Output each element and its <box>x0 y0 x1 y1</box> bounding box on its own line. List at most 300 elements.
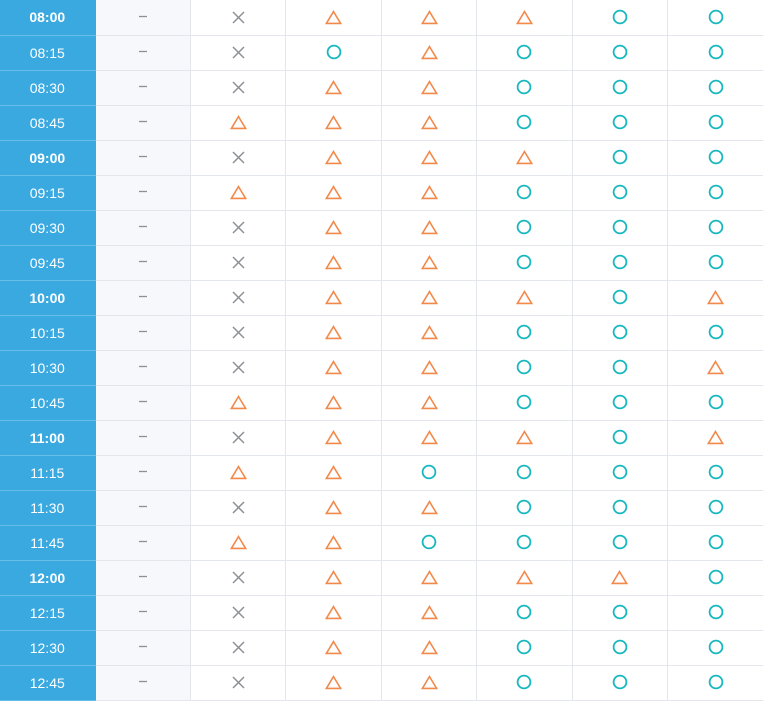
circle-icon <box>612 44 628 60</box>
triangle-icon <box>421 115 438 130</box>
triangle-icon <box>325 640 342 655</box>
table-row <box>0 280 763 315</box>
triangle-icon <box>421 150 438 165</box>
slot-cell <box>190 245 285 280</box>
triangle-icon <box>707 290 724 305</box>
slot-cell[interactable] <box>668 560 763 595</box>
slot-cell[interactable] <box>381 525 476 560</box>
dash-icon <box>138 502 148 512</box>
circle-icon <box>421 464 437 480</box>
table-row <box>0 490 763 525</box>
dash-icon <box>138 607 148 617</box>
slot-cell <box>95 140 190 175</box>
slot-cell[interactable] <box>381 175 476 210</box>
slot-cell[interactable] <box>190 455 285 490</box>
cross-icon <box>231 675 246 690</box>
dash-icon <box>138 292 148 302</box>
cross-icon <box>231 80 246 95</box>
circle-icon <box>612 639 628 655</box>
slot-cell[interactable] <box>668 245 763 280</box>
slot-cell[interactable] <box>286 595 381 630</box>
circle-icon <box>516 464 532 480</box>
circle-icon <box>708 499 724 515</box>
time-label: 10:00 <box>0 280 95 315</box>
slot-cell[interactable] <box>381 665 476 700</box>
cross-icon <box>231 430 246 445</box>
slot-cell[interactable] <box>286 525 381 560</box>
table-row <box>0 210 763 245</box>
slot-cell[interactable] <box>190 175 285 210</box>
time-label: 09:45 <box>0 245 95 280</box>
cross-icon <box>231 150 246 165</box>
slot-cell[interactable] <box>572 35 667 70</box>
slot-cell[interactable] <box>477 350 572 385</box>
slot-cell[interactable] <box>668 140 763 175</box>
slot-cell <box>95 560 190 595</box>
dash-icon <box>138 397 148 407</box>
slot-cell[interactable] <box>381 490 476 525</box>
triangle-icon <box>325 115 342 130</box>
triangle-icon <box>325 535 342 550</box>
time-label: 12:00 <box>0 560 95 595</box>
triangle-icon <box>707 430 724 445</box>
circle-icon <box>516 359 532 375</box>
triangle-icon <box>421 570 438 585</box>
slot-cell <box>95 630 190 665</box>
slot-cell[interactable] <box>286 35 381 70</box>
triangle-icon <box>421 45 438 60</box>
triangle-icon <box>516 570 533 585</box>
slot-cell <box>190 490 285 525</box>
circle-icon <box>516 79 532 95</box>
circle-icon <box>708 569 724 585</box>
slot-cell <box>95 525 190 560</box>
slot-cell <box>190 35 285 70</box>
slot-cell[interactable] <box>572 0 667 35</box>
triangle-icon <box>325 675 342 690</box>
slot-cell[interactable] <box>381 420 476 455</box>
circle-icon <box>708 44 724 60</box>
circle-icon <box>612 324 628 340</box>
time-label: 11:00 <box>0 420 95 455</box>
cross-icon <box>231 255 246 270</box>
slot-cell[interactable] <box>477 665 572 700</box>
triangle-icon <box>325 150 342 165</box>
cross-icon <box>231 500 246 515</box>
slot-cell[interactable] <box>668 630 763 665</box>
slot-cell[interactable] <box>286 175 381 210</box>
triangle-icon <box>325 605 342 620</box>
slot-cell <box>95 70 190 105</box>
triangle-icon <box>325 500 342 515</box>
slot-cell[interactable] <box>381 245 476 280</box>
time-label: 08:00 <box>0 0 95 35</box>
slot-cell[interactable] <box>572 175 667 210</box>
slot-cell[interactable] <box>190 105 285 140</box>
circle-icon <box>612 464 628 480</box>
circle-icon <box>612 149 628 165</box>
table-row <box>0 630 763 665</box>
circle-icon <box>612 219 628 235</box>
circle-icon <box>612 604 628 620</box>
triangle-icon <box>230 465 247 480</box>
slot-cell <box>95 210 190 245</box>
circle-icon <box>708 254 724 270</box>
dash-icon <box>138 677 148 687</box>
slot-cell[interactable] <box>381 630 476 665</box>
circle-icon <box>708 534 724 550</box>
triangle-icon <box>230 535 247 550</box>
slot-cell[interactable] <box>668 0 763 35</box>
dash-icon <box>138 467 148 477</box>
slot-cell[interactable] <box>668 175 763 210</box>
slot-cell[interactable] <box>477 175 572 210</box>
slot-cell <box>190 350 285 385</box>
dash-icon <box>138 327 148 337</box>
slot-cell[interactable] <box>477 420 572 455</box>
slot-cell[interactable] <box>286 70 381 105</box>
time-label: 08:45 <box>0 105 95 140</box>
slot-cell[interactable] <box>668 105 763 140</box>
slot-cell[interactable] <box>572 245 667 280</box>
triangle-icon <box>611 570 628 585</box>
slot-cell[interactable] <box>477 490 572 525</box>
slot-cell <box>95 490 190 525</box>
slot-cell[interactable] <box>477 315 572 350</box>
circle-icon <box>516 534 532 550</box>
slot-cell[interactable] <box>477 385 572 420</box>
circle-icon <box>612 184 628 200</box>
triangle-icon <box>421 430 438 445</box>
dash-icon <box>138 82 148 92</box>
dash-icon <box>138 12 148 22</box>
slot-cell[interactable] <box>668 455 763 490</box>
time-label: 10:30 <box>0 350 95 385</box>
slot-cell[interactable] <box>572 455 667 490</box>
circle-icon <box>612 114 628 130</box>
circle-icon <box>612 289 628 305</box>
triangle-icon <box>325 220 342 235</box>
circle-icon <box>708 394 724 410</box>
triangle-icon <box>230 185 247 200</box>
slot-cell[interactable] <box>381 0 476 35</box>
slot-cell[interactable] <box>477 0 572 35</box>
slot-cell <box>95 665 190 700</box>
slot-cell[interactable] <box>572 105 667 140</box>
circle-icon <box>708 464 724 480</box>
slot-cell <box>95 175 190 210</box>
slot-cell[interactable] <box>572 420 667 455</box>
circle-icon <box>708 9 724 25</box>
slot-cell[interactable] <box>668 490 763 525</box>
slot-cell[interactable] <box>572 630 667 665</box>
slot-cell[interactable] <box>668 210 763 245</box>
dash-icon <box>138 257 148 267</box>
slot-cell[interactable] <box>286 105 381 140</box>
table-row <box>0 0 763 35</box>
slot-cell <box>190 630 285 665</box>
table-row <box>0 420 763 455</box>
slot-cell[interactable] <box>477 35 572 70</box>
slot-cell[interactable] <box>477 70 572 105</box>
dash-icon <box>138 432 148 442</box>
triangle-icon <box>325 80 342 95</box>
table-row <box>0 140 763 175</box>
circle-icon <box>516 604 532 620</box>
slot-cell[interactable] <box>381 105 476 140</box>
circle-icon <box>708 219 724 235</box>
cross-icon <box>231 10 246 25</box>
slot-cell[interactable] <box>572 210 667 245</box>
triangle-icon <box>421 675 438 690</box>
slot-cell <box>95 105 190 140</box>
slot-cell[interactable] <box>477 595 572 630</box>
time-label: 08:30 <box>0 70 95 105</box>
slot-cell[interactable] <box>477 280 572 315</box>
slot-cell[interactable] <box>572 315 667 350</box>
triangle-icon <box>421 605 438 620</box>
slot-cell[interactable] <box>381 140 476 175</box>
slot-cell <box>190 280 285 315</box>
circle-icon <box>708 79 724 95</box>
slot-cell[interactable] <box>381 315 476 350</box>
slot-cell[interactable] <box>286 560 381 595</box>
triangle-icon <box>230 115 247 130</box>
circle-icon <box>612 9 628 25</box>
slot-cell[interactable] <box>477 210 572 245</box>
slot-cell[interactable] <box>477 525 572 560</box>
circle-icon <box>612 394 628 410</box>
time-label: 09:00 <box>0 140 95 175</box>
slot-cell[interactable] <box>477 105 572 140</box>
slot-cell[interactable] <box>286 210 381 245</box>
triangle-icon <box>421 80 438 95</box>
slot-cell[interactable] <box>286 630 381 665</box>
slot-cell[interactable] <box>668 595 763 630</box>
circle-icon <box>612 674 628 690</box>
slot-cell <box>190 70 285 105</box>
slot-cell[interactable] <box>668 350 763 385</box>
circle-icon <box>612 79 628 95</box>
circle-icon <box>708 604 724 620</box>
circle-icon <box>516 674 532 690</box>
triangle-icon <box>421 185 438 200</box>
dash-icon <box>138 152 148 162</box>
circle-icon <box>516 184 532 200</box>
dash-icon <box>138 572 148 582</box>
slot-cell <box>95 595 190 630</box>
slot-cell[interactable] <box>381 350 476 385</box>
slot-cell[interactable] <box>572 560 667 595</box>
circle-icon <box>708 674 724 690</box>
slot-cell <box>95 420 190 455</box>
circle-icon <box>516 44 532 60</box>
triangle-icon <box>325 325 342 340</box>
circle-icon <box>421 534 437 550</box>
slot-cell[interactable] <box>286 315 381 350</box>
table-row <box>0 105 763 140</box>
slot-cell[interactable] <box>477 630 572 665</box>
triangle-icon <box>516 290 533 305</box>
slot-cell <box>190 315 285 350</box>
slot-cell[interactable] <box>190 385 285 420</box>
slot-cell[interactable] <box>572 70 667 105</box>
slot-cell[interactable] <box>381 595 476 630</box>
slot-cell[interactable] <box>286 140 381 175</box>
slot-cell[interactable] <box>668 665 763 700</box>
slot-cell[interactable] <box>668 70 763 105</box>
slot-cell[interactable] <box>572 385 667 420</box>
cross-icon <box>231 570 246 585</box>
slot-cell[interactable] <box>668 385 763 420</box>
slot-cell[interactable] <box>572 665 667 700</box>
circle-icon <box>612 359 628 375</box>
triangle-icon <box>421 255 438 270</box>
slot-cell[interactable] <box>668 280 763 315</box>
triangle-icon <box>421 325 438 340</box>
time-label: 12:15 <box>0 595 95 630</box>
circle-icon <box>326 44 342 60</box>
circle-icon <box>612 429 628 445</box>
table-row <box>0 595 763 630</box>
circle-icon <box>708 184 724 200</box>
time-label: 12:30 <box>0 630 95 665</box>
slot-cell <box>95 455 190 490</box>
slot-cell[interactable] <box>572 595 667 630</box>
triangle-icon <box>325 255 342 270</box>
cross-icon <box>231 640 246 655</box>
slot-cell[interactable] <box>381 455 476 490</box>
slot-cell <box>95 0 190 35</box>
slot-cell <box>95 280 190 315</box>
slot-cell[interactable] <box>572 525 667 560</box>
slot-cell[interactable] <box>381 280 476 315</box>
triangle-icon <box>230 395 247 410</box>
slot-cell[interactable] <box>668 420 763 455</box>
triangle-icon <box>421 640 438 655</box>
slot-cell <box>190 0 285 35</box>
slot-cell[interactable] <box>381 70 476 105</box>
slot-cell[interactable] <box>572 490 667 525</box>
slot-cell[interactable] <box>286 665 381 700</box>
slot-cell[interactable] <box>286 245 381 280</box>
slot-cell[interactable] <box>572 280 667 315</box>
circle-icon <box>516 394 532 410</box>
circle-icon <box>516 324 532 340</box>
dash-icon <box>138 117 148 127</box>
table-row <box>0 175 763 210</box>
table-row <box>0 35 763 70</box>
slot-cell[interactable] <box>286 280 381 315</box>
time-label: 10:15 <box>0 315 95 350</box>
slot-cell[interactable] <box>286 385 381 420</box>
cross-icon <box>231 325 246 340</box>
triangle-icon <box>421 290 438 305</box>
slot-cell <box>190 140 285 175</box>
cross-icon <box>231 45 246 60</box>
slot-cell[interactable] <box>381 385 476 420</box>
slot-cell[interactable] <box>668 35 763 70</box>
circle-icon <box>708 639 724 655</box>
table-row <box>0 350 763 385</box>
slot-cell[interactable] <box>286 350 381 385</box>
slot-cell[interactable] <box>572 140 667 175</box>
triangle-icon <box>325 10 342 25</box>
dash-icon <box>138 47 148 57</box>
table-row <box>0 70 763 105</box>
dash-icon <box>138 222 148 232</box>
slot-cell[interactable] <box>286 420 381 455</box>
dash-icon <box>138 537 148 547</box>
time-label: 11:45 <box>0 525 95 560</box>
slot-cell[interactable] <box>477 245 572 280</box>
slot-cell[interactable] <box>572 350 667 385</box>
time-label: 11:15 <box>0 455 95 490</box>
slot-cell <box>190 595 285 630</box>
slot-cell[interactable] <box>477 455 572 490</box>
slot-cell[interactable] <box>381 210 476 245</box>
slot-cell[interactable] <box>286 455 381 490</box>
triangle-icon <box>325 360 342 375</box>
slot-cell <box>190 560 285 595</box>
slot-cell[interactable] <box>668 525 763 560</box>
slot-cell[interactable] <box>286 0 381 35</box>
circle-icon <box>516 219 532 235</box>
triangle-icon <box>421 500 438 515</box>
slot-cell <box>190 665 285 700</box>
time-label: 10:45 <box>0 385 95 420</box>
slot-cell <box>95 315 190 350</box>
circle-icon <box>612 534 628 550</box>
circle-icon <box>516 254 532 270</box>
slot-cell[interactable] <box>190 525 285 560</box>
circle-icon <box>612 254 628 270</box>
table-row <box>0 665 763 700</box>
triangle-icon <box>325 395 342 410</box>
time-label: 09:30 <box>0 210 95 245</box>
table-row <box>0 525 763 560</box>
cross-icon <box>231 605 246 620</box>
slot-cell[interactable] <box>381 35 476 70</box>
triangle-icon <box>325 570 342 585</box>
dash-icon <box>138 642 148 652</box>
slot-cell <box>190 210 285 245</box>
triangle-icon <box>325 430 342 445</box>
triangle-icon <box>325 185 342 200</box>
circle-icon <box>612 499 628 515</box>
slot-cell[interactable] <box>286 490 381 525</box>
triangle-icon <box>421 395 438 410</box>
table-row <box>0 245 763 280</box>
table-row <box>0 385 763 420</box>
triangle-icon <box>707 360 724 375</box>
slot-cell[interactable] <box>668 315 763 350</box>
table-row <box>0 455 763 490</box>
triangle-icon <box>421 220 438 235</box>
triangle-icon <box>516 430 533 445</box>
slot-cell[interactable] <box>477 560 572 595</box>
triangle-icon <box>421 360 438 375</box>
slot-cell <box>190 420 285 455</box>
triangle-icon <box>325 290 342 305</box>
table-row <box>0 560 763 595</box>
cross-icon <box>231 220 246 235</box>
slot-cell[interactable] <box>477 140 572 175</box>
slot-cell[interactable] <box>381 560 476 595</box>
circle-icon <box>516 499 532 515</box>
triangle-icon <box>516 150 533 165</box>
dash-icon <box>138 187 148 197</box>
